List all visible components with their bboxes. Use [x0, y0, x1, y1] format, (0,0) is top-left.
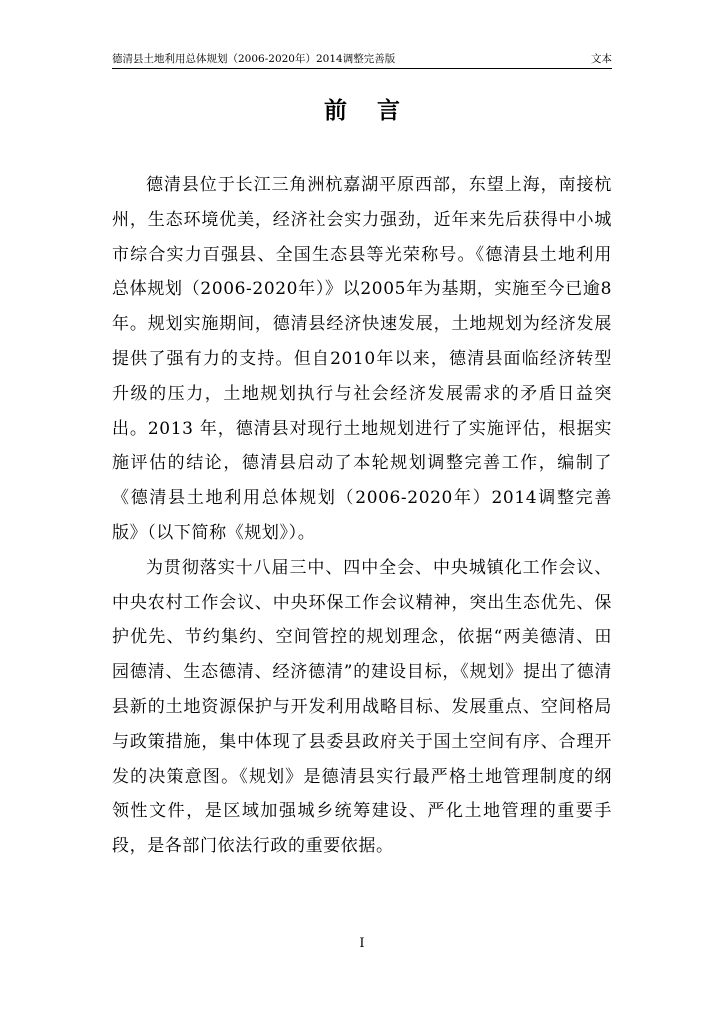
page-title: 前言 [324, 98, 430, 124]
header-document-type: 文本 [591, 53, 612, 65]
paragraph-policy: 为贯彻落实十八届三中、四中全会、中央城镇化工作会议、中央农村工作会议、中央环保工作会议精神，突出生态优先、保护优先、节约集约、空间管控的规划理念，依据“两美德清、田园德清、生态德清、经济德清”的建设目标，《规划》提出了德清县新的土地资源保护与开发利用战略目标、发展重点、空间格局与政策措施，集中体现了县委县政府关于国土空间有序、合理开发的决策意图。《规划》是德清县实行最严格土地管理制度的纲领性文件，是区域加强城乡统筹建设、严化土地管理的重要手段，是各部门依法行政的重要依据。 [112, 557, 612, 857]
header-divider [112, 68, 612, 69]
page-number: I [359, 936, 365, 951]
body-text [112, 168, 612, 864]
paragraph-intro: 德清县位于长江三角洲杭嘉湖平原西部，东望上海，南接杭州，生态环境优美，经济社会实力强劲，近年来先后获得中小城市综合实力百强县、全国生态县等光荣称号。《德清县土地利用总体规划（2006-2020年）》以2005年为基期，实施至今已逾8年。规划实施期间，德清县经济快速发展，土地规划为经济发展提供了强有力的支持。但自2010年以来，德清县面临经济转型升级的压力，土地规划执行与社会经济发展需求的矛盾日益突出。2013 年，德清县对现行土地规划进行了实施评估，根据实施评估的结论，德清县启动了本轮规划调整完善工作，编制了《德清县土地利用总体规划（2006-2020年）2014调整完善版》（以下简称《规划》）。 [112, 175, 612, 543]
header-document-title: 德清县土地利用总体规划（2006-2020年）2014调整完善版 [112, 53, 396, 65]
running-header [112, 52, 612, 66]
